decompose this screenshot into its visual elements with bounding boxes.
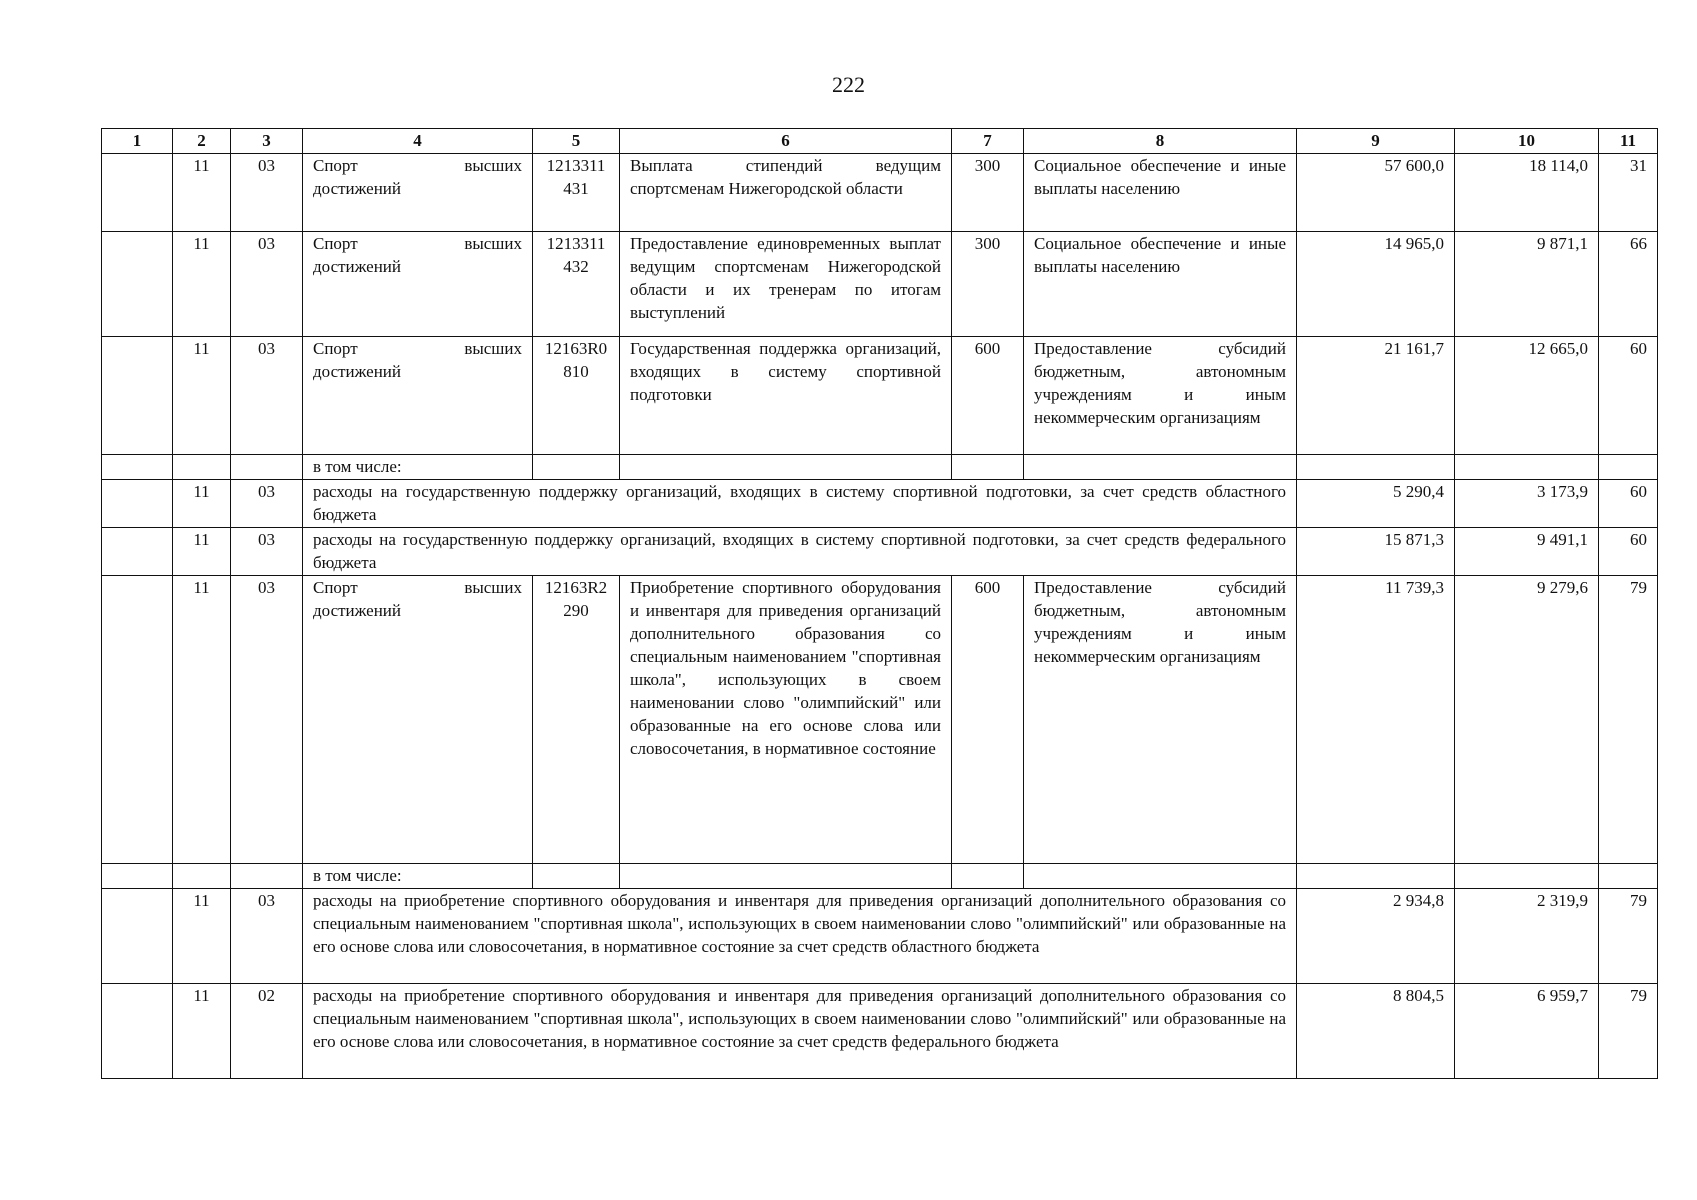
- cell-empty: [102, 455, 173, 480]
- cell-actual-amount: 2 319,9: [1455, 889, 1599, 984]
- cell-empty: [102, 984, 173, 1079]
- cell-target-code: 1213311431: [533, 154, 620, 232]
- cell-empty: [1297, 864, 1455, 889]
- cell-expense-description: расходы на государственную поддержку организаций, входящих в систему спортивной подготовки, за счет средств федерального бюджета: [303, 528, 1297, 576]
- subsection-word: Спорт: [313, 578, 358, 597]
- column-header: 7: [952, 129, 1024, 154]
- cell-empty: [1024, 455, 1297, 480]
- cell-including-label: в том числе:: [303, 455, 533, 480]
- table-row: [102, 984, 1658, 1079]
- table-row: [102, 337, 1658, 455]
- cell-percent: 31: [1599, 154, 1658, 232]
- table-row: [102, 480, 1658, 528]
- cell-subsection: 03: [231, 889, 303, 984]
- cell-target-code: 12163R2290: [533, 576, 620, 864]
- cell-empty: [620, 864, 952, 889]
- cell-subsection: 03: [231, 154, 303, 232]
- cell-actual-amount: 6 959,7: [1455, 984, 1599, 1079]
- cell-plan-amount: 2 934,8: [1297, 889, 1455, 984]
- cell-percent: 60: [1599, 480, 1658, 528]
- cell-subsection: 02: [231, 984, 303, 1079]
- cell-section: 11: [173, 984, 231, 1079]
- column-header: 8: [1024, 129, 1297, 154]
- cell-empty: [102, 480, 173, 528]
- cell-actual-amount: 18 114,0: [1455, 154, 1599, 232]
- cell-actual-amount: 9 491,1: [1455, 528, 1599, 576]
- cell-expense-name: Предоставление субсидий бюджетным, автономным учреждениям и иным некоммерческим организациям: [1024, 337, 1297, 455]
- cell-target-name: Государственная поддержка организаций, входящих в систему спортивной подготовки: [620, 337, 952, 455]
- cell-expense-name: Социальное обеспечение и иные выплаты населению: [1024, 232, 1297, 337]
- cell-including-label: в том числе:: [303, 864, 533, 889]
- column-header: 9: [1297, 129, 1455, 154]
- table-row: [102, 889, 1658, 984]
- cell-section: 11: [173, 337, 231, 455]
- cell-plan-amount: 8 804,5: [1297, 984, 1455, 1079]
- cell-target-code: 12163R0810: [533, 337, 620, 455]
- column-header: 3: [231, 129, 303, 154]
- cell-empty: [102, 232, 173, 337]
- cell-empty: [102, 528, 173, 576]
- cell-empty: [173, 864, 231, 889]
- cell-empty: [1599, 455, 1658, 480]
- cell-empty: [102, 889, 173, 984]
- column-header: 10: [1455, 129, 1599, 154]
- cell-plan-amount: 5 290,4: [1297, 480, 1455, 528]
- column-header: 11: [1599, 129, 1658, 154]
- cell-section: 11: [173, 232, 231, 337]
- cell-expense-type: 600: [952, 337, 1024, 455]
- subsection-word: достижений: [313, 362, 402, 381]
- subsection-word: Спорт: [313, 339, 358, 358]
- cell-empty: [1455, 864, 1599, 889]
- cell-empty: [533, 455, 620, 480]
- cell-expense-type: 300: [952, 154, 1024, 232]
- cell-subsection-name: [303, 337, 533, 455]
- cell-empty: [533, 864, 620, 889]
- cell-plan-amount: 57 600,0: [1297, 154, 1455, 232]
- cell-plan-amount: 15 871,3: [1297, 528, 1455, 576]
- cell-percent: 79: [1599, 576, 1658, 864]
- cell-subsection: 03: [231, 232, 303, 337]
- cell-empty: [1599, 864, 1658, 889]
- table-row: [102, 154, 1658, 232]
- cell-target-name: Выплата стипендий ведущим спортсменам Нижегородской области: [620, 154, 952, 232]
- cell-empty: [231, 864, 303, 889]
- cell-section: 11: [173, 889, 231, 984]
- column-header: 2: [173, 129, 231, 154]
- table-row: [102, 528, 1658, 576]
- cell-plan-amount: 14 965,0: [1297, 232, 1455, 337]
- cell-percent: 79: [1599, 889, 1658, 984]
- column-header: 6: [620, 129, 952, 154]
- cell-plan-amount: 11 739,3: [1297, 576, 1455, 864]
- table-row-including: [102, 864, 1658, 889]
- cell-subsection-name: [303, 154, 533, 232]
- cell-empty: [1297, 455, 1455, 480]
- column-header: 4: [303, 129, 533, 154]
- table-row: [102, 576, 1658, 864]
- subsection-word: высших: [464, 339, 522, 358]
- cell-empty: [102, 576, 173, 864]
- cell-empty: [102, 864, 173, 889]
- cell-subsection: 03: [231, 337, 303, 455]
- table-row: [102, 232, 1658, 337]
- subsection-word: Спорт: [313, 234, 358, 253]
- cell-empty: [952, 455, 1024, 480]
- cell-actual-amount: 3 173,9: [1455, 480, 1599, 528]
- cell-empty: [102, 337, 173, 455]
- cell-expense-type: 600: [952, 576, 1024, 864]
- cell-empty: [231, 455, 303, 480]
- cell-target-code: 1213311432: [533, 232, 620, 337]
- cell-section: 11: [173, 576, 231, 864]
- cell-empty: [1024, 864, 1297, 889]
- cell-expense-description: расходы на приобретение спортивного оборудования и инвентаря для приведения организаций дополнительного образования со специальным наименованием "спортивная школа", использующих в своем наименовании слово "олимпийский" или образованные на его основе слова или словосочетания, в нормативное состояние за счет средств областного бюджета: [303, 889, 1297, 984]
- cell-section: 11: [173, 528, 231, 576]
- cell-percent: 60: [1599, 528, 1658, 576]
- cell-empty: [620, 455, 952, 480]
- cell-expense-description: расходы на приобретение спортивного оборудования и инвентаря для приведения организаций дополнительного образования со специальным наименованием "спортивная школа", использующих в своем наименовании слово "олимпийский" или образованные на его основе слова или словосочетания, в нормативное состояние за счет средств федерального бюджета: [303, 984, 1297, 1079]
- table-row-including: [102, 455, 1658, 480]
- cell-subsection: 03: [231, 528, 303, 576]
- cell-empty: [952, 864, 1024, 889]
- subsection-word: высших: [464, 234, 522, 253]
- cell-expense-name: Предоставление субсидий бюджетным, автономным учреждениям и иным некоммерческим организациям: [1024, 576, 1297, 864]
- cell-expense-type: 300: [952, 232, 1024, 337]
- subsection-word: достижений: [313, 601, 402, 620]
- cell-subsection: 03: [231, 576, 303, 864]
- cell-section: 11: [173, 154, 231, 232]
- cell-actual-amount: 12 665,0: [1455, 337, 1599, 455]
- column-header: 1: [102, 129, 173, 154]
- budget-table: [101, 128, 1658, 1079]
- subsection-word: достижений: [313, 179, 402, 198]
- cell-subsection: 03: [231, 480, 303, 528]
- subsection-word: достижений: [313, 257, 402, 276]
- subsection-word: высших: [464, 156, 522, 175]
- cell-empty: [173, 455, 231, 480]
- cell-expense-description: расходы на государственную поддержку организаций, входящих в систему спортивной подготовки, за счет средств областного бюджета: [303, 480, 1297, 528]
- cell-section: 11: [173, 480, 231, 528]
- cell-plan-amount: 21 161,7: [1297, 337, 1455, 455]
- cell-empty: [1455, 455, 1599, 480]
- column-header: 5: [533, 129, 620, 154]
- subsection-word: Спорт: [313, 156, 358, 175]
- cell-percent: 66: [1599, 232, 1658, 337]
- cell-target-name: Предоставление единовременных выплат ведущим спортсменам Нижегородской области и их тренерам по итогам выступлений: [620, 232, 952, 337]
- cell-empty: [102, 154, 173, 232]
- cell-actual-amount: 9 279,6: [1455, 576, 1599, 864]
- cell-target-name: Приобретение спортивного оборудования и инвентаря для приведения организаций дополнительного образования со специальным наименованием "спортивная школа", использующих в своем наименовании слово "олимпийский" или образованные на его основе слова или словосочетания, в нормативное состояние: [620, 576, 952, 864]
- subsection-word: высших: [464, 578, 522, 597]
- cell-expense-name: Социальное обеспечение и иные выплаты населению: [1024, 154, 1297, 232]
- cell-actual-amount: 9 871,1: [1455, 232, 1599, 337]
- cell-percent: 60: [1599, 337, 1658, 455]
- cell-subsection-name: [303, 576, 533, 864]
- cell-percent: 79: [1599, 984, 1658, 1079]
- page-number: 222: [832, 72, 865, 97]
- cell-subsection-name: [303, 232, 533, 337]
- header-row: [102, 129, 1658, 154]
